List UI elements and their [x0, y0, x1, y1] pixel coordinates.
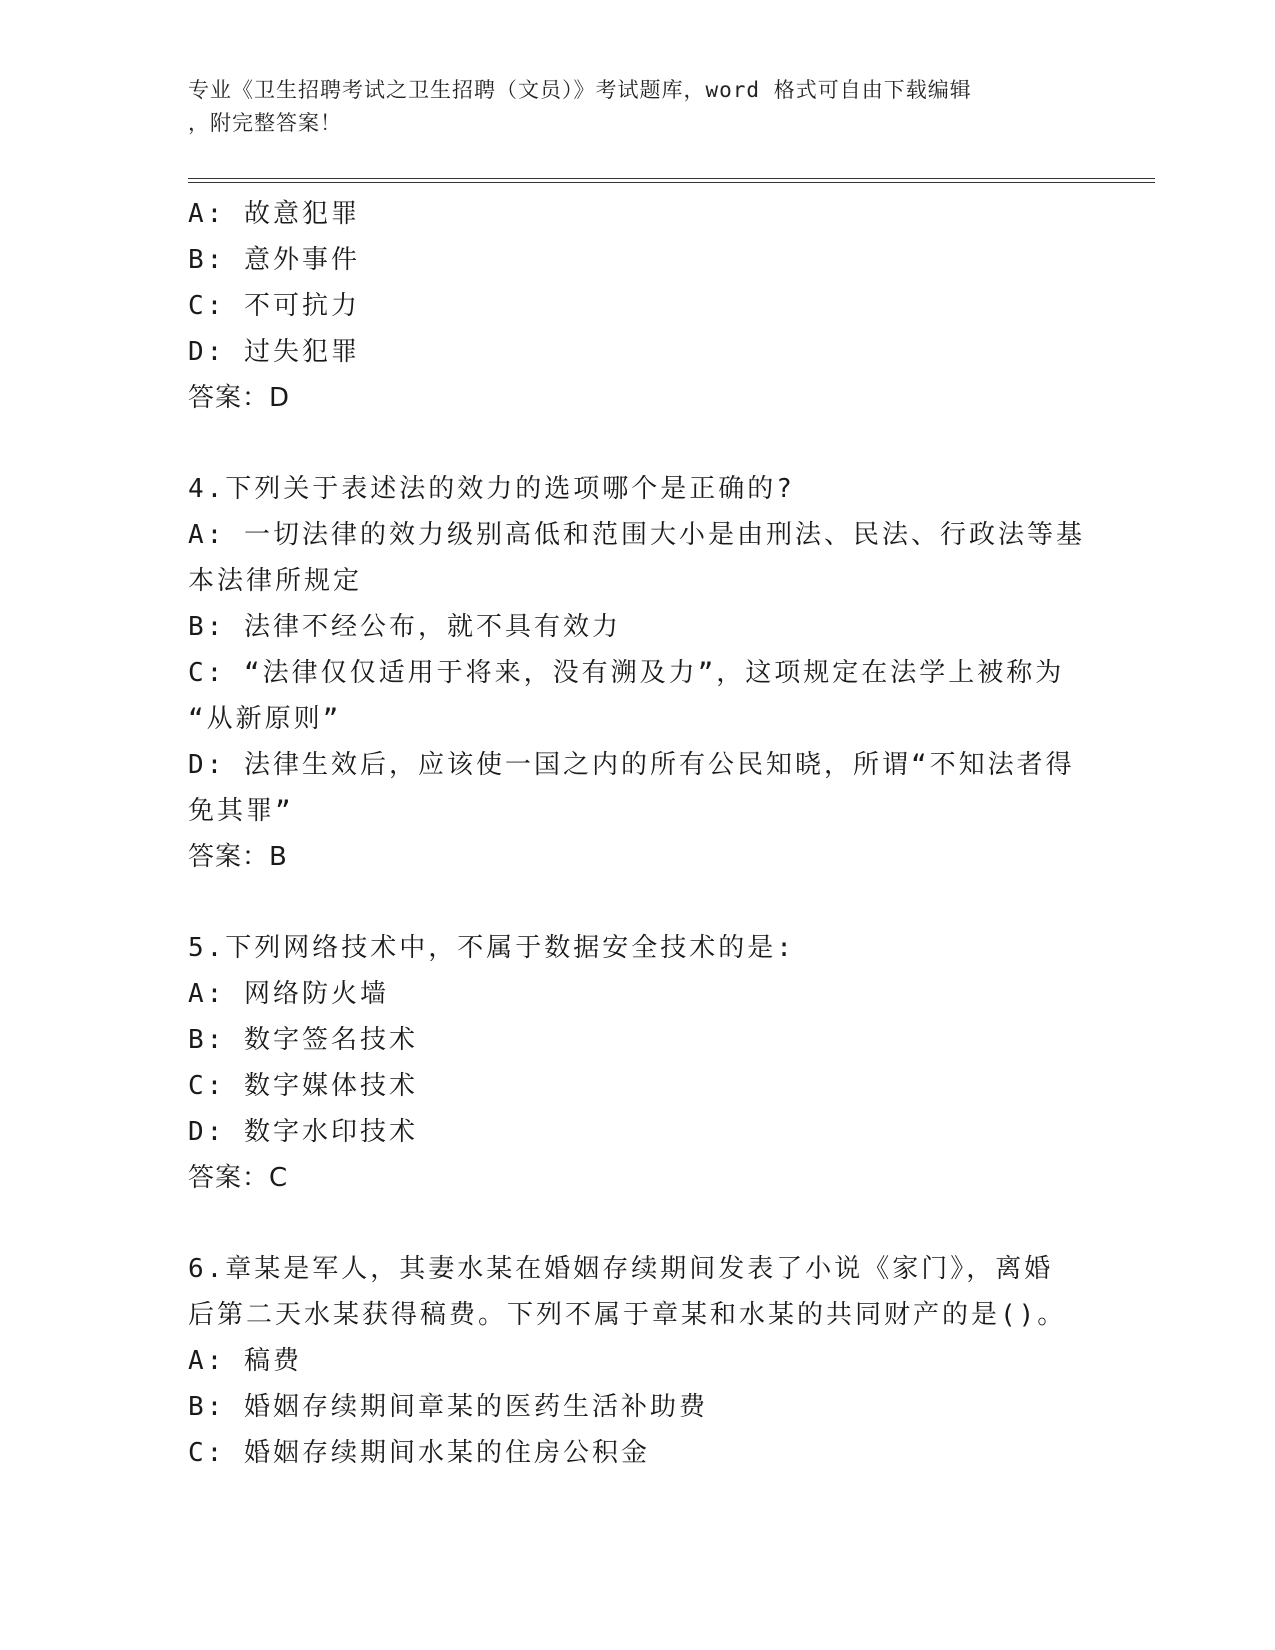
q3-option-b: B: 意外事件: [188, 245, 360, 275]
q4-option-c-line-2: “从新原则”: [188, 704, 342, 734]
question-spacer: [188, 1201, 1088, 1246]
q5-question: 5.下列网络技术中，不属于数据安全技术的是:: [188, 933, 795, 963]
q6-option-b: B: 婚姻存续期间章某的医药生活补助费: [188, 1392, 708, 1422]
question-3-block: [188, 191, 1088, 421]
question-spacer: [188, 421, 1088, 466]
q4-option-a-line-2: 本法律所规定: [188, 566, 363, 596]
q4-option-d-line-2: 免其罪”: [188, 796, 294, 826]
q6-question-line-1: 6.章某是军人，其妻水某在婚姻存续期间发表了小说《家门》，离婚: [188, 1254, 1054, 1284]
header-divider-top: [188, 178, 1155, 179]
q4-option-c-line-1: C: “法律仅仅适用于将来，没有溯及力”，这项规定在法学上被称为: [188, 658, 1065, 688]
document-header: [188, 74, 1068, 140]
q5-option-b: B: 数字签名技术: [188, 1025, 418, 1055]
q6-option-c: C: 婚姻存续期间水某的住房公积金: [188, 1438, 650, 1468]
q4-option-b: B: 法律不经公布，就不具有效力: [188, 612, 621, 642]
q4-option-d-line-1: D: 法律生效后，应该使一国之内的所有公民知晓，所谓“不知法者得: [188, 750, 1075, 780]
header-title-line-1: 专业《卫生招聘考试之卫生招聘（文员）》考试题库，word 格式可自由下载编辑: [188, 78, 972, 102]
q6-question-line-2: 后第二天水某获得稿费。下列不属于章某和水某的共同财产的是()。: [188, 1300, 1067, 1330]
header-title-line-2: ，附完整答案！: [188, 111, 342, 135]
q4-option-a-line-1: A: 一切法律的效力级别高低和范围大小是由刑法、民法、行政法等基: [188, 520, 1085, 550]
header-divider-bottom: [188, 182, 1155, 183]
question-content: [188, 191, 1088, 1476]
q5-answer: 答案：C: [188, 1163, 289, 1193]
question-6-block: [188, 1246, 1088, 1476]
q5-option-c: C: 数字媒体技术: [188, 1071, 418, 1101]
question-spacer: [188, 880, 1088, 925]
question-4-block: [188, 466, 1088, 880]
q3-option-c: C: 不可抗力: [188, 291, 360, 321]
q3-option-a: A: 故意犯罪: [188, 199, 360, 229]
q5-option-a: A: 网络防火墙: [188, 979, 389, 1009]
q3-option-d: D: 过失犯罪: [188, 337, 360, 367]
question-5-block: [188, 925, 1088, 1201]
q5-option-d: D: 数字水印技术: [188, 1117, 418, 1147]
q3-answer: 答案：D: [188, 383, 291, 413]
q4-question: 4.下列关于表述法的效力的选项哪个是正确的?: [188, 474, 795, 504]
q6-option-a: A: 稿费: [188, 1346, 302, 1376]
q4-answer: 答案：B: [188, 842, 288, 872]
